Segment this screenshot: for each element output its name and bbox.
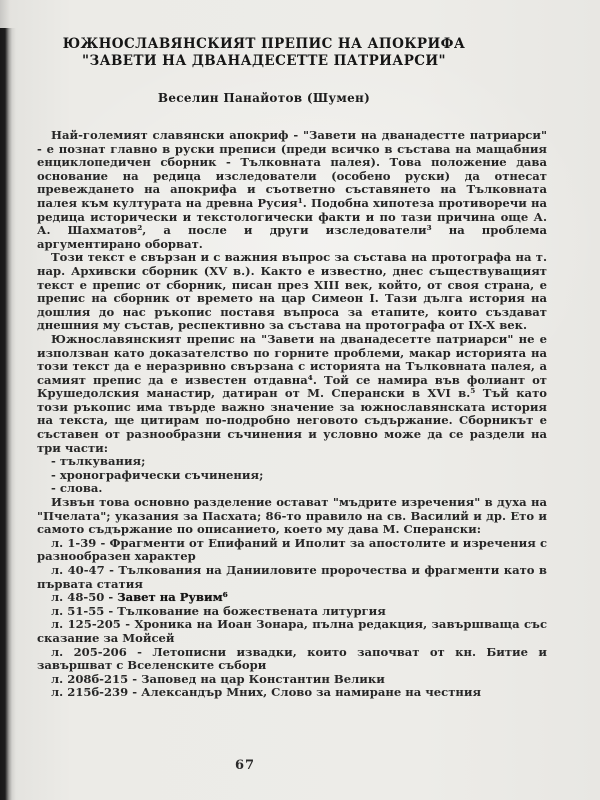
folio-entry-bold-title: Завет на Рувим⁶ bbox=[117, 590, 228, 605]
author-line: Веселин Панайотов (Шумен) bbox=[157, 91, 371, 105]
folio-entry: л. 125-205 - Хроника на Иоан Зонара, пълна редакция, завършваща със сказание за Мойсей bbox=[37, 617, 547, 645]
list-item: - тълкувания; bbox=[51, 454, 146, 469]
title-line-2: "ЗАВЕТИ НА ДВАНАДЕСЕТТЕ ПАТРИАРСИ" bbox=[82, 53, 446, 69]
page-content bbox=[37, 36, 547, 700]
paragraph: Южнославянският препис на "Завети на дванадесетте патриарси" не е използван като доказателство по горните проблеми, макар историята на този текст да е неразривно свързана с историята на Тълковната палея, а самият препис да е известен отдавна⁴. Той се намира във фолиант от Крушедолския манастир, датиран от М. Сперански в XVI в.⁵ Тъй като този ръкопис има твърде важно значение за южнославянската история на текста, ще цитирам по-подробно неговото съдържание. Сборникът е съставен от разнообразни съчинения и условно може да се раздели на три части: bbox=[37, 331, 547, 455]
paragraph: Извън това основно разделение остават "мъдрите изречения" в духа на "Пчелата"; указания за Пасхата; 86-то правило на св. Василий и др. Ето и самото съдържание по описанието, което му дава М. Сперански: bbox=[37, 495, 547, 537]
scan-edge-shadow-top bbox=[0, 0, 10, 28]
folio-entry: л. 215б-239 - Александър Мних, Слово за намиране на честния bbox=[51, 685, 482, 700]
paragraph: Най-големият славянски апокриф - "Завети на дванадестте патриарси" - е познат главно в руски преписи (преди всичко в състава на мащабния енциклопедичен сборник - Тълковната палея). Това положение дава основание на редица изследователи (особено руски) да отнесат превеждането на апокрифа и съответно съставянето на Тълковната палея към културата на древна Русия¹. Подобна хипотеза противоречи на редица исторически и текстологически факти и по тази причина още А. А. Шахматов², а после и други изследователи³ на проблема аргументирано оборват. bbox=[37, 128, 547, 251]
paragraph: Този текст е свързан и с важния въпрос за състава на протографа на т. нар. Архивски сборник (XV в.). Както е известно, днес съществуващият текст е препис от сборник, писан през XIII век, който, от своя страна, е препис на сборник от времето на цар Симеон I. Тази дълга история на дошлия до нас ръкопис поставя въпроса за етапите, които създават днешния му състав, респективно за състава на протографа от IX-X век. bbox=[37, 250, 547, 333]
paper-header bbox=[9, 36, 519, 105]
title-line-1: ЮЖНОСЛАВЯНСКИЯТ ПРЕПИС НА АПОКРИФА bbox=[62, 36, 466, 52]
page-title bbox=[9, 36, 519, 70]
page-number: 67 bbox=[234, 758, 256, 773]
list-item: - хронографически съчинения; bbox=[51, 467, 264, 482]
folio-entry: л. 1-39 - Фрагменти от Епифаний и Иполит за апостолите и изречения с разнообразен характер bbox=[37, 535, 547, 564]
body-text bbox=[37, 129, 547, 700]
folio-entry: л. 205-206 - Летописни извадки, които започват от кн. Битие и завършват с Вселенските събори bbox=[37, 644, 547, 673]
folio-entry: л. 208б-215 - Заповед на цар Константин Велики bbox=[51, 671, 385, 686]
scan-binding-shadow bbox=[0, 28, 16, 800]
list-item: - слова. bbox=[51, 481, 103, 496]
folio-entry: л. 51-55 - Тълкование на божествената литургия bbox=[51, 603, 386, 618]
folio-entry: л. 48-50 - Завет на Рувим⁶ bbox=[51, 590, 228, 605]
folio-entry: л. 40-47 - Тълкования на Данииловите пророчества и фрагменти като в първата статия bbox=[37, 563, 547, 591]
